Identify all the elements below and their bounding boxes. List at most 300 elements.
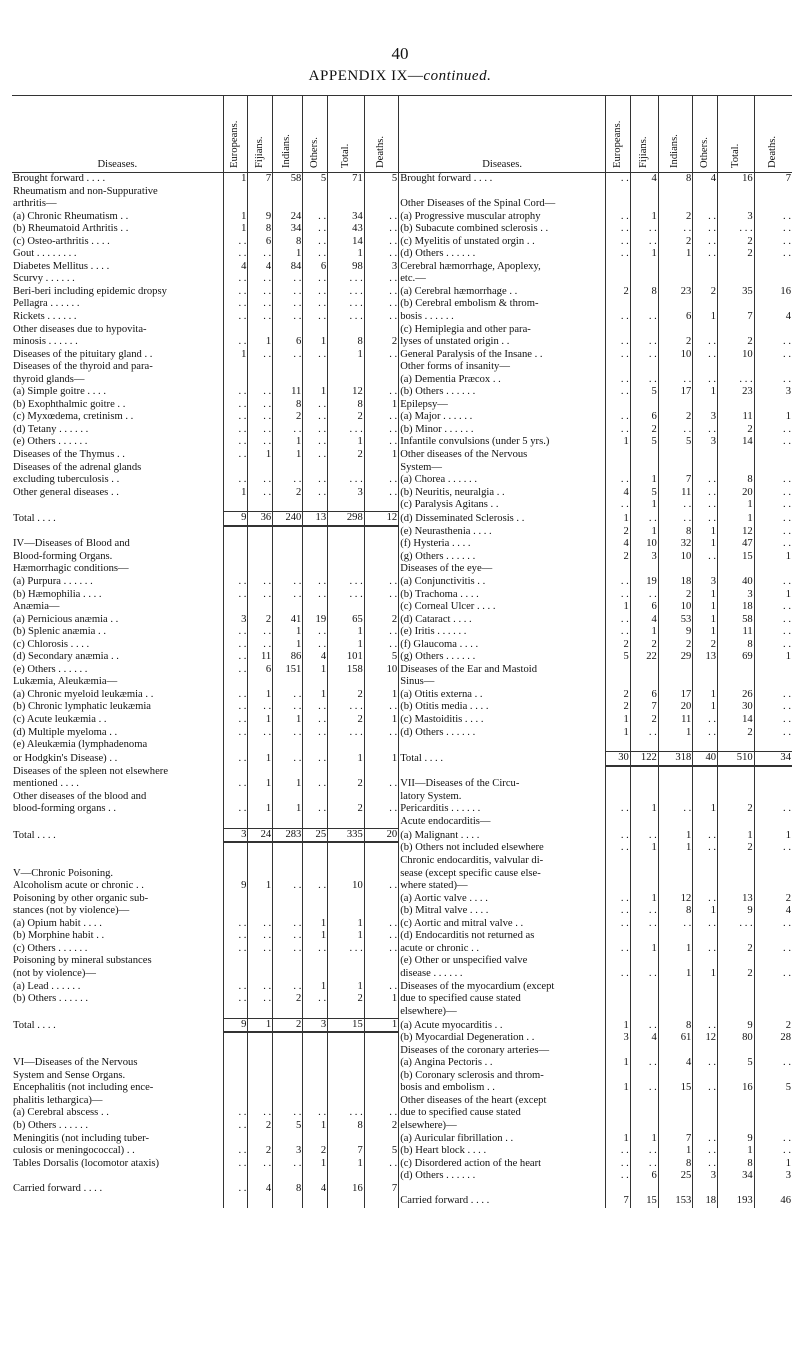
right-cell-others [693,981,718,994]
left-cell-europeans: 1 [223,349,248,362]
left-row-label: Rickets . . . . . . [13,311,77,323]
right-cell-deaths: 1 [754,828,792,842]
left-cell-indians: . . [273,311,303,324]
left-cell-deaths [364,374,398,387]
table-row [12,186,792,199]
right-cell-europeans: 30 [606,752,631,766]
right-cell-indians [658,955,692,968]
right-cell-total [718,298,755,311]
left-cell-deaths [364,1070,398,1083]
right-cell-europeans [606,449,631,462]
table-row [12,1183,792,1196]
left-cell-deaths: 1 [364,714,398,727]
right-cell-others [693,563,718,576]
right-cell-indians: 9 [658,626,692,639]
left-cell-fijians [248,855,273,868]
left-row-label: Poisoning by other organic sub- [13,892,149,904]
right-cell-fijians: . . [630,1018,658,1032]
left-cell-indians [273,601,303,614]
left-cell-total: . . . [328,273,365,286]
right-cell-total: 8 [718,474,755,487]
left-cell-fijians: . . [248,930,273,943]
right-cell-indians: 8 [658,526,692,539]
right-cell-total: 2 [718,943,755,956]
left-cell-indians: . . [273,286,303,299]
left-cell-deaths: . . [364,1107,398,1120]
right-cell-fijians: 1 [630,803,658,816]
right-cell-deaths: . . [754,487,792,500]
table-row [12,1006,792,1019]
table-row [12,778,792,791]
left-cell-europeans: . . [223,399,248,412]
left-cell-indians: 151 [273,664,303,677]
right-deaths-header: Deaths. [754,96,792,173]
left-cell-total: 2 [328,689,365,702]
left-cell-others: . . [303,589,328,602]
right-cell-others: . . [693,474,718,487]
left-cell-others: . . [303,211,328,224]
right-row-label: (e) Iritis . . . . . . [399,626,606,639]
right-cell-others [693,361,718,374]
left-cell-fijians: . . [248,701,273,714]
left-cell-others [303,791,328,804]
left-row-label: Pellagra . . . . . . [13,298,80,310]
right-cell-others: . . [693,918,718,931]
left-cell-indians [273,374,303,387]
left-cell-deaths: . . [364,273,398,286]
table-row [12,893,792,906]
right-cell-indians: 10 [658,601,692,614]
right-cell-others [693,1045,718,1058]
right-cell-deaths: . . [754,626,792,639]
right-cell-europeans [606,1070,631,1083]
right-cell-total [718,664,755,677]
right-cell-others [693,1120,718,1133]
left-cell-others [303,1057,328,1070]
left-cell-europeans: . . [223,930,248,943]
right-cell-europeans [606,1183,631,1196]
left-row-label [12,1032,223,1045]
left-cell-indians: . . [273,273,303,286]
right-cell-indians: 1 [658,968,692,981]
left-row-label: Brought forward . . . . [13,173,106,184]
left-cell-deaths: . . [364,386,398,399]
left-cell-fijians: . . [248,487,273,500]
right-cell-fijians: 6 [630,411,658,424]
left-cell-europeans: . . [223,943,248,956]
right-cell-others: . . [693,374,718,387]
left-cell-fijians: 24 [248,828,273,842]
left-cell-total: 8 [328,336,365,349]
left-cell-indians [273,816,303,829]
left-cell-total [328,1045,365,1058]
left-row-label: (a) Opium habit . . . . [13,917,102,929]
right-cell-fijians [630,449,658,462]
left-cell-indians: 1 [273,436,303,449]
left-cell-indians: . . [273,943,303,956]
table-row [12,487,792,500]
right-cell-others: . . [693,1145,718,1158]
right-row-label: (d) Others . . . . . . [399,248,606,261]
table-row [12,905,792,918]
left-row-label: stances (not by violence)— [13,905,130,917]
right-row-label: Infantile convulsions (under 5 yrs.) [399,436,606,449]
left-cell-deaths [364,1095,398,1108]
table-row [12,273,792,286]
left-cell-europeans [223,361,248,374]
left-cell-total: . . . [328,701,365,714]
right-cell-deaths [754,399,792,412]
left-cell-europeans: 1 [223,223,248,236]
left-row-label: phalitis lethargica)— [13,1094,103,1106]
right-row-label: (b) Coronary sclerosis and throm- [399,1070,606,1083]
right-cell-fijians: 5 [630,487,658,500]
left-cell-total [328,374,365,387]
right-cell-europeans: . . [606,918,631,931]
left-cell-others: 1 [303,1158,328,1171]
left-row-label: Diseases of the thyroid and para- [13,361,153,373]
right-cell-total [718,361,755,374]
right-cell-deaths: 2 [754,893,792,906]
right-cell-indians: 32 [658,538,692,551]
right-cell-indians: 8 [658,173,692,186]
left-cell-total: 2 [328,803,365,816]
right-cell-deaths [754,981,792,994]
left-cell-total: 14 [328,236,365,249]
left-cell-indians [273,1170,303,1183]
left-cell-total: 3 [328,487,365,500]
left-cell-indians: 1 [273,449,303,462]
right-cell-total: 34 [718,1170,755,1183]
right-cell-fijians [630,778,658,791]
right-cell-deaths [754,462,792,475]
table-row [12,538,792,551]
right-row-label: (c) Mastoiditis . . . . [399,714,606,727]
right-cell-fijians [630,1070,658,1083]
left-cell-others [303,1170,328,1183]
right-cell-europeans: 1 [606,727,631,740]
right-cell-deaths [754,1006,792,1019]
right-cell-others: . . [693,842,718,855]
right-cell-europeans: 2 [606,551,631,564]
right-row-label: (b) Cerebral embolism & throm- [399,298,606,311]
left-cell-deaths: 1 [364,1018,398,1032]
right-cell-others: 1 [693,601,718,614]
right-cell-deaths [754,449,792,462]
left-cell-fijians: 2 [248,1145,273,1158]
right-cell-fijians: . . [630,336,658,349]
left-cell-total: 1 [328,626,365,639]
left-row-label: Alcoholism acute or chronic . . [13,880,144,892]
left-cell-deaths: . . [364,778,398,791]
left-cell-indians: 240 [273,512,303,526]
right-cell-deaths: . . [754,211,792,224]
left-others-header: Others. [303,96,328,173]
right-cell-fijians: 5 [630,436,658,449]
left-row-label [12,1006,223,1019]
right-cell-fijians: . . [630,512,658,526]
right-cell-deaths: 46 [754,1195,792,1208]
right-cell-deaths: 3 [754,1170,792,1183]
left-cell-europeans: . . [223,449,248,462]
left-cell-deaths: 3 [364,261,398,274]
table-row [12,1045,792,1058]
right-cell-total [718,868,755,881]
right-cell-indians: 8 [658,905,692,918]
right-cell-deaths [754,273,792,286]
right-cell-total [718,1070,755,1083]
left-cell-fijians: 1 [248,778,273,791]
left-cell-deaths [364,855,398,868]
left-cell-europeans [223,1133,248,1146]
table-row [12,955,792,968]
left-cell-fijians [248,499,273,512]
right-cell-deaths: 16 [754,286,792,299]
right-row-label: Diseases of the coronary arteries— [399,1045,606,1058]
right-cell-fijians [630,664,658,677]
left-row-label [12,499,223,512]
left-cell-fijians [248,462,273,475]
left-cell-europeans: . . [223,1158,248,1171]
left-cell-europeans [223,842,248,855]
left-cell-others: 4 [303,1183,328,1196]
right-cell-europeans [606,791,631,804]
left-cell-total: 2 [328,411,365,424]
table-row [12,551,792,564]
left-row-label: or Hodgkin's Disease) . . [13,753,118,765]
left-cell-others: 1 [303,336,328,349]
right-row-label: Other diseases of the Nervous [399,449,606,462]
right-cell-others: 3 [693,411,718,424]
right-cell-europeans: . . [606,386,631,399]
left-cell-fijians [248,1070,273,1083]
right-cell-total: 1 [718,512,755,526]
right-row-label: bosis . . . . . . [399,311,606,324]
left-cell-others: . . [303,449,328,462]
left-row-label: (e) Aleukæmia (lymphadenoma [13,739,148,751]
left-cell-deaths [364,198,398,211]
left-cell-others [303,499,328,512]
right-cell-fijians [630,298,658,311]
left-cell-total [328,563,365,576]
right-cell-deaths: . . [754,1057,792,1070]
right-cell-europeans: . . [606,905,631,918]
right-row-label: (c) Disordered action of the heart [399,1158,606,1171]
right-cell-others: 3 [693,436,718,449]
right-row-label: (b) Otitis media . . . . [399,701,606,714]
right-row-label: (f) Hysteria . . . . [399,538,606,551]
left-cell-total [328,1170,365,1183]
left-cell-fijians [248,361,273,374]
left-row-label: Poisoning by mineral substances [13,955,152,967]
right-cell-others [693,868,718,881]
left-cell-deaths [364,766,398,779]
left-cell-others [303,551,328,564]
right-cell-others: 2 [693,639,718,652]
right-cell-fijians: 19 [630,576,658,589]
right-cell-deaths: . . [754,842,792,855]
right-cell-deaths [754,261,792,274]
right-row-label: (e) Other or unspecified valve [399,955,606,968]
left-cell-indians [273,1032,303,1045]
left-row-label: blood-forming organs . . [13,803,117,815]
left-cell-others: . . [303,223,328,236]
left-cell-others [303,1082,328,1095]
right-cell-deaths: . . [754,803,792,816]
left-cell-fijians [248,1170,273,1183]
left-cell-total [328,551,365,564]
right-row-label: (a) Acute myocarditis . . [399,1018,606,1032]
left-cell-europeans: . . [223,1120,248,1133]
left-cell-europeans: 9 [223,1018,248,1032]
left-cell-europeans [223,893,248,906]
left-cell-indians [273,676,303,689]
right-cell-deaths [754,361,792,374]
right-cell-total [718,1006,755,1019]
right-cell-total: 58 [718,614,755,627]
left-cell-total [328,791,365,804]
right-cell-others [693,273,718,286]
right-cell-europeans: . . [606,349,631,362]
left-cell-fijians [248,766,273,779]
left-cell-deaths: 2 [364,336,398,349]
right-row-label: due to specified cause stated [399,1107,606,1120]
right-row-label: Acute endocarditis— [399,816,606,829]
right-cell-indians: 20 [658,701,692,714]
right-cell-europeans [606,664,631,677]
left-row-label: VI—Diseases of the Nervous [13,1057,138,1069]
right-cell-others [693,261,718,274]
left-cell-deaths [364,1006,398,1019]
right-cell-fijians: . . [630,1145,658,1158]
left-cell-indians: . . [273,424,303,437]
right-cell-fijians [630,273,658,286]
left-cell-others [303,1195,328,1208]
table-row [12,689,792,702]
table-row [12,336,792,349]
right-cell-others: 3 [693,576,718,589]
left-cell-indians: 2 [273,1018,303,1032]
left-cell-europeans [223,1170,248,1183]
left-cell-deaths [364,955,398,968]
left-cell-others [303,893,328,906]
left-row-label: (b) Splenic anæmia . . [13,626,106,638]
left-cell-indians [273,905,303,918]
right-cell-europeans: . . [606,893,631,906]
left-row-label [12,1045,223,1058]
left-cell-fijians: . . [248,399,273,412]
right-cell-total [718,449,755,462]
right-cell-deaths [754,739,792,752]
right-row-label: Other Diseases of the Spinal Cord— [399,198,606,211]
left-cell-others [303,1095,328,1108]
right-cell-deaths [754,1095,792,1108]
left-cell-fijians: 1 [248,752,273,766]
right-fijians-header: Fijians. [630,96,658,173]
right-cell-fijians: . . [630,1082,658,1095]
right-cell-total: 12 [718,526,755,539]
left-cell-indians: 2 [273,411,303,424]
left-cell-deaths: 20 [364,828,398,842]
right-cell-deaths: . . [754,943,792,956]
left-cell-indians [273,968,303,981]
right-cell-indians [658,766,692,779]
right-cell-total: 8 [718,1158,755,1171]
left-cell-indians [273,186,303,199]
left-row-label: Encephalitis (not including ence- [13,1082,154,1094]
right-cell-others: . . [693,487,718,500]
right-row-label: (a) Chorea . . . . . . [399,474,606,487]
left-cell-others [303,855,328,868]
right-cell-deaths: . . [754,248,792,261]
right-row-label: (a) Aortic valve . . . . [399,893,606,906]
right-cell-deaths: . . [754,349,792,362]
right-cell-fijians [630,186,658,199]
right-cell-fijians: 6 [630,601,658,614]
right-cell-total: 2 [718,424,755,437]
left-cell-total: 12 [328,386,365,399]
left-cell-indians [273,1082,303,1095]
right-cell-indians: 2 [658,336,692,349]
right-europeans-header: Europeans. [606,96,631,173]
left-cell-indians: . . [273,589,303,602]
right-cell-deaths: 7 [754,173,792,186]
right-cell-europeans [606,298,631,311]
right-row-label: (a) Malignant . . . . [399,828,606,842]
left-cell-others [303,739,328,752]
right-cell-indians [658,868,692,881]
right-cell-total [718,273,755,286]
left-cell-fijians [248,538,273,551]
left-row-label: (b) Morphine habit . . [13,930,105,942]
right-cell-total: 1 [718,499,755,512]
right-cell-indians [658,1070,692,1083]
right-cell-indians [658,855,692,868]
right-cell-others: . . [693,349,718,362]
right-cell-fijians: 1 [630,474,658,487]
left-cell-fijians: . . [248,993,273,1006]
right-cell-europeans: 5 [606,651,631,664]
left-cell-fijians [248,601,273,614]
right-cell-fijians [630,766,658,779]
left-cell-others [303,462,328,475]
right-cell-europeans [606,462,631,475]
right-cell-total: 15 [718,551,755,564]
right-cell-indians: . . [658,512,692,526]
right-cell-indians [658,816,692,829]
right-cell-deaths [754,778,792,791]
right-cell-deaths: 2 [754,1018,792,1032]
right-cell-fijians: 2 [630,714,658,727]
right-cell-fijians [630,361,658,374]
right-cell-europeans: . . [606,943,631,956]
right-cell-deaths [754,816,792,829]
left-cell-fijians [248,324,273,337]
right-cell-indians: 318 [658,752,692,766]
table-row [12,1095,792,1108]
left-cell-total: 101 [328,651,365,664]
left-cell-total [328,676,365,689]
left-cell-europeans [223,1057,248,1070]
right-cell-indians [658,563,692,576]
left-cell-deaths: 1 [364,449,398,462]
right-cell-fijians: . . [630,311,658,324]
right-cell-deaths: 4 [754,905,792,918]
right-cell-deaths [754,198,792,211]
left-cell-total: 1 [328,248,365,261]
right-row-label: Chronic endocarditis, valvular di- [399,855,606,868]
table-row [12,236,792,249]
